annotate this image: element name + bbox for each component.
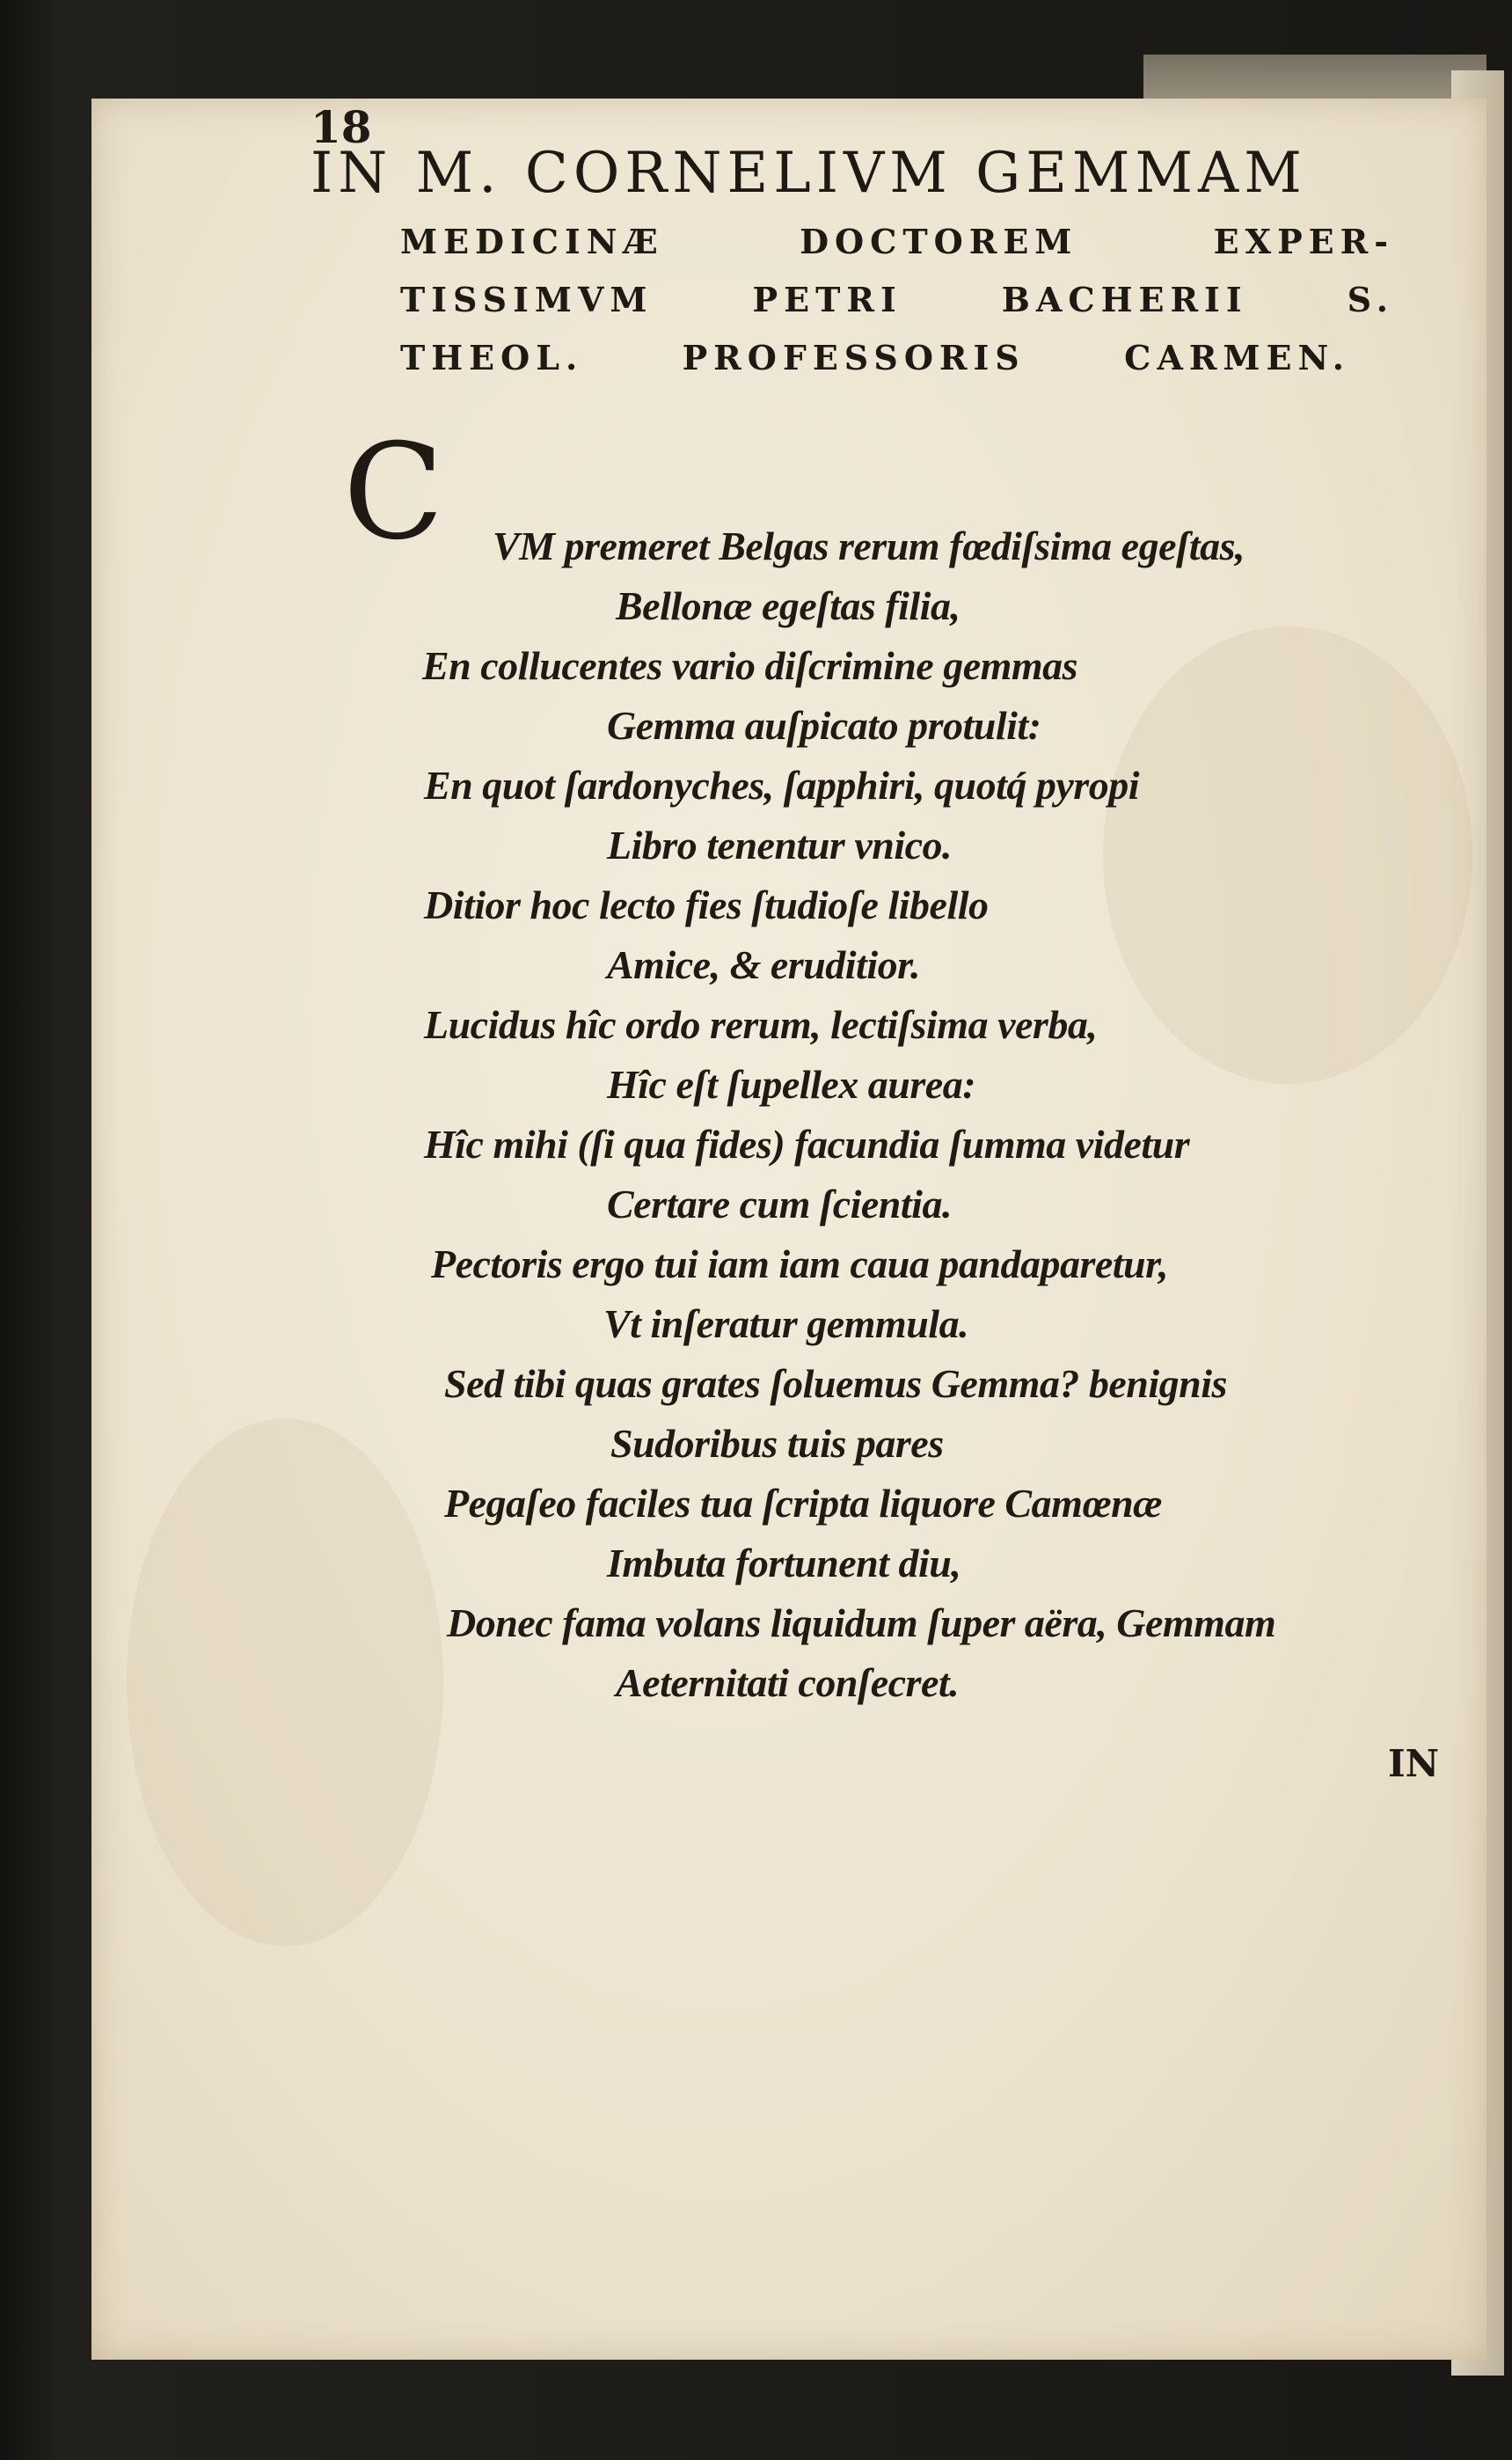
- paper-stain: [127, 1418, 443, 1946]
- verse-line: Hîc mihi (ſi qua fides) facundia ſumma videtur: [424, 1122, 1190, 1167]
- heading-word: PETRI: [752, 280, 902, 319]
- heading-word: DOCTOREM: [800, 222, 1078, 261]
- heading-word: PROFESSORIS: [682, 338, 1026, 377]
- verse-line: Lucidus hîc ordo rerum, lectiſsima verba,: [424, 1002, 1098, 1047]
- heading-line-1: IN M. CORNELIVM GEMMAM: [310, 141, 1307, 206]
- verse-line: Amice, & eruditior.: [607, 942, 920, 987]
- page-number: 18: [310, 101, 372, 153]
- heading-word: S.: [1347, 280, 1394, 319]
- heading-word: THEOL.: [400, 338, 584, 377]
- paper-stain: [1103, 626, 1472, 1084]
- verse-line: Ditior hoc lecto fies ſtudioſe libello: [424, 882, 989, 927]
- verse-line: Vt inſeratur gemmula.: [603, 1301, 969, 1346]
- verse-line: Hîc eſt ſupellex aurea:: [607, 1062, 976, 1107]
- drop-capital: C: [343, 416, 444, 569]
- verse-line: Sudoribus tuis pares: [610, 1421, 944, 1466]
- heading-line-4: [400, 338, 1350, 377]
- verse-line: Pegaſeo faciles tua ſcripta liquore Camœnæ: [444, 1481, 1162, 1526]
- verse-line: Gemma auſpicato protulit:: [607, 703, 1041, 748]
- verse-line: Aeternitati conſecret.: [616, 1660, 960, 1705]
- binding-strip: [1143, 55, 1486, 99]
- heading-word: EXPER-: [1213, 222, 1394, 261]
- verse-line: Libro tenentur vnico.: [607, 823, 953, 868]
- heading-word: MEDICINÆ: [400, 222, 664, 261]
- heading-word: BACHERII: [1001, 280, 1248, 319]
- book-page: [91, 99, 1486, 2360]
- verse-line: Imbuta fortunent diu,: [607, 1541, 961, 1585]
- verse-line: VM premeret Belgas rerum fœdiſsima egeſtas,: [493, 523, 1245, 568]
- verse-line: En quot ſardonyches, ſapphiri, quotq́ pyropi: [424, 763, 1139, 808]
- verse-line: Bellonæ egeſtas filia,: [616, 583, 961, 628]
- heading-word: CARMEN.: [1124, 338, 1350, 377]
- verse-line: Sed tibi quas grates ſoluemus Gemma? benignis: [444, 1361, 1227, 1406]
- catchword: IN: [1388, 1742, 1440, 1785]
- verse-line: Pectoris ergo tui iam iam caua pandaparetur,: [431, 1241, 1169, 1286]
- heading-line-3: [400, 280, 1394, 319]
- verse-line: En collucentes vario diſcrimine gemmas: [422, 643, 1078, 688]
- heading-word: TISSIMVM: [400, 280, 654, 319]
- verse-line: Certare cum ſcientia.: [607, 1182, 952, 1226]
- verse-line: Donec fama volans liquidum ſuper aëra, Gemmam: [447, 1600, 1276, 1645]
- heading-line-2: [400, 222, 1394, 261]
